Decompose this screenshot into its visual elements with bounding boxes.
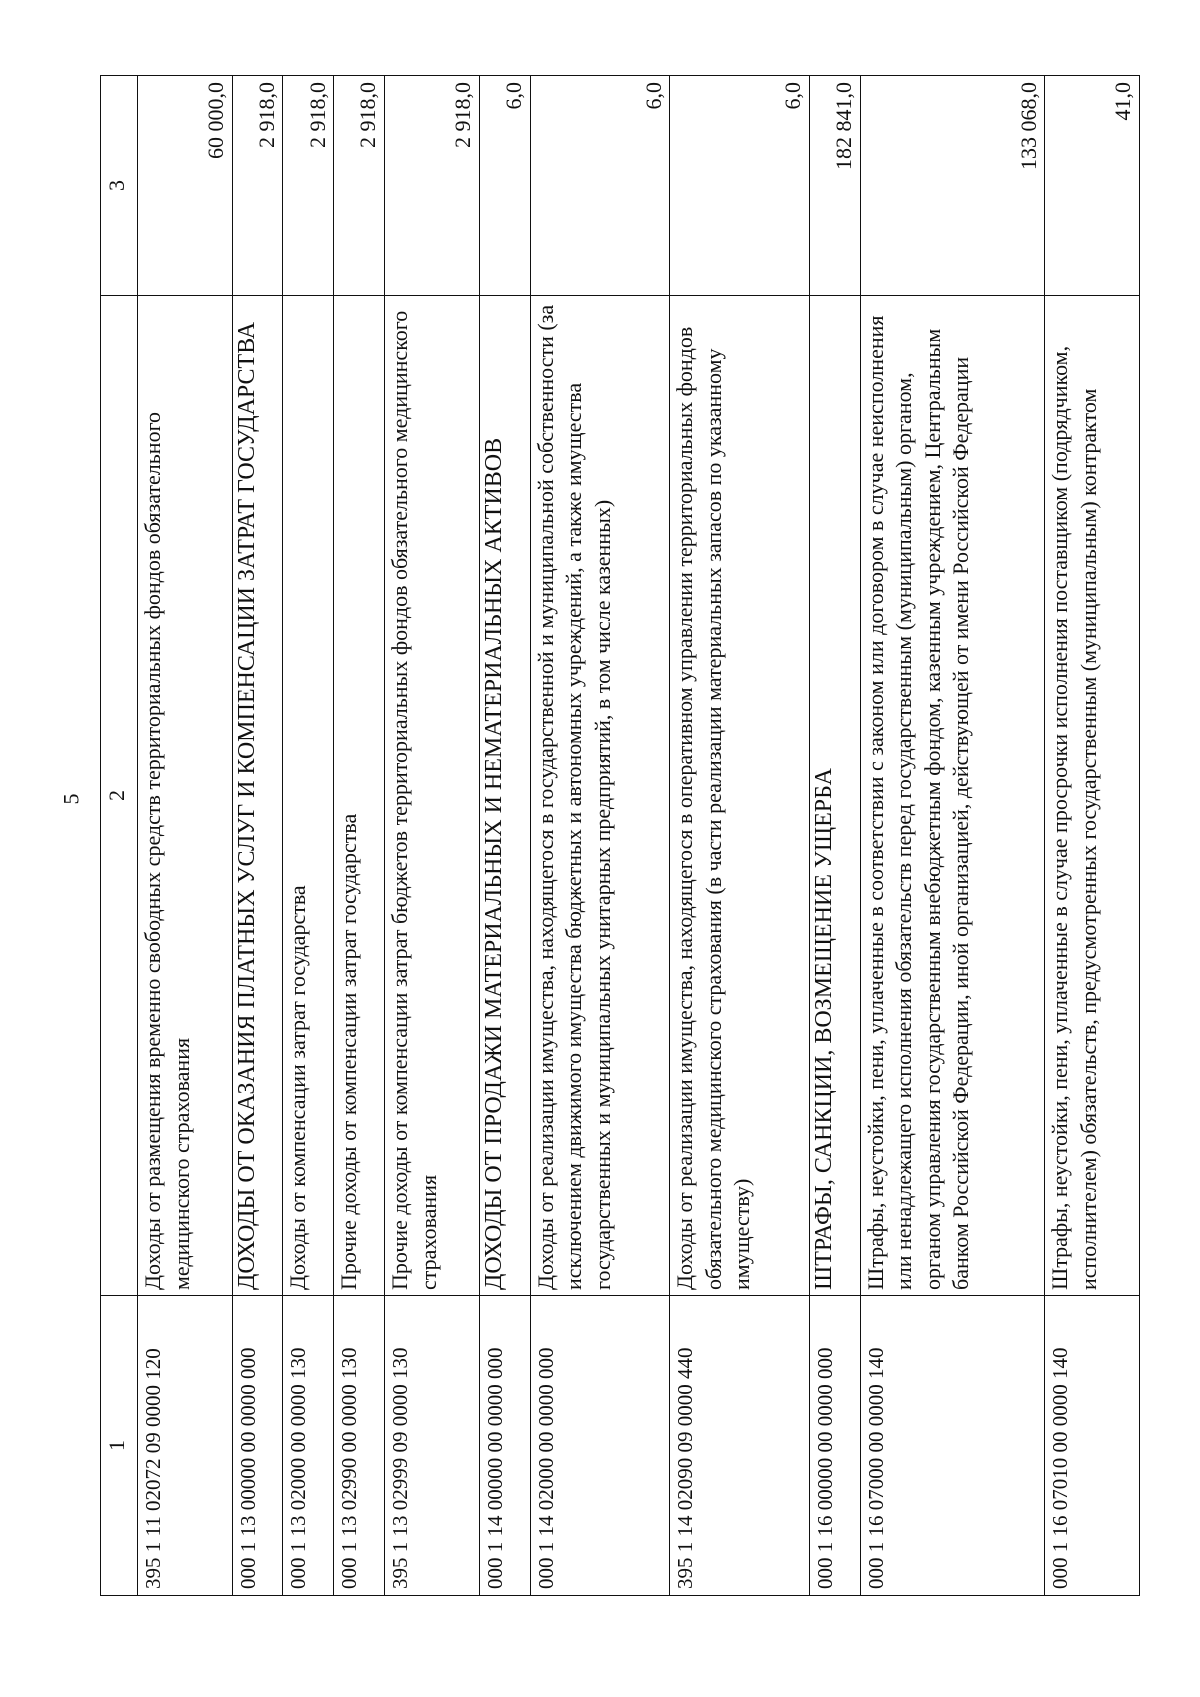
cell-revenue-name: ДОХОДЫ ОТ ПРОДАЖИ МАТЕРИАЛЬНЫХ И НЕМАТЕРИАЛЬНЫХ АКТИВОВ — [479, 296, 530, 1296]
cell-budget-code: 000 1 14 02000 00 0000 000 — [530, 1296, 670, 1596]
cell-budget-code: 000 1 16 07010 00 0000 140 — [1045, 1296, 1140, 1596]
table-row — [138, 76, 233, 1596]
cell-amount: 2 918,0 — [283, 76, 334, 296]
page-number: 5 — [58, 793, 84, 805]
cell-budget-code: 395 1 13 02999 09 0000 130 — [385, 1296, 480, 1596]
table-row — [530, 76, 670, 1596]
cell-budget-code: 000 1 13 02000 00 0000 130 — [283, 1296, 334, 1596]
cell-budget-code: 000 1 13 00000 00 0000 000 — [232, 1296, 283, 1596]
cell-amount: 2 918,0 — [385, 76, 480, 296]
column-header-name: 2 — [101, 296, 138, 1296]
cell-budget-code: 395 1 14 02090 09 0000 440 — [670, 1296, 810, 1596]
cell-budget-code: 000 1 16 07000 00 0000 140 — [860, 1296, 1045, 1596]
cell-revenue-name: Доходы от компенсации затрат государства — [283, 296, 334, 1296]
cell-revenue-name: Прочие доходы от компенсации затрат государства — [334, 296, 385, 1296]
cell-amount: 60 000,0 — [138, 76, 233, 296]
cell-revenue-name: ДОХОДЫ ОТ ОКАЗАНИЯ ПЛАТНЫХ УСЛУГ И КОМПЕНСАЦИИ ЗАТРАТ ГОСУДАРСТВА — [232, 296, 283, 1296]
revenue-table — [100, 75, 1140, 1596]
cell-revenue-name: Доходы от размещения временно свободных средств территориальных фондов обязательного медицинского страхования — [138, 296, 233, 1296]
cell-amount: 6,0 — [530, 76, 670, 296]
cell-amount: 133 068,0 — [860, 76, 1045, 296]
cell-amount: 41,0 — [1045, 76, 1140, 296]
cell-revenue-name: Штрафы, неустойки, пени, уплаченные в случае просрочки исполнения поставщиком (подрядчиком, исполнителем) обязательств, предусмотренных государственным (муниципальным) контрактом — [1045, 296, 1140, 1296]
table-row — [232, 76, 283, 1596]
table-row — [334, 76, 385, 1596]
cell-budget-code: 395 1 11 02072 09 0000 120 — [138, 1296, 233, 1596]
column-header-code: 1 — [101, 1296, 138, 1596]
table-row — [479, 76, 530, 1596]
cell-amount: 182 841,0 — [809, 76, 860, 296]
cell-amount: 2 918,0 — [232, 76, 283, 296]
cell-revenue-name: Доходы от реализации имущества, находящегося в государственной и муниципальной собственности (за исключением движимого имущества бюджетных и автономных учреждений, а также имущества государственных и муниципальных унитарных предприятий, в том числе казенных) — [530, 296, 670, 1296]
table-row — [809, 76, 860, 1596]
table-row — [860, 76, 1045, 1596]
cell-budget-code: 000 1 13 02990 00 0000 130 — [334, 1296, 385, 1596]
rotated-page-content — [100, 76, 1140, 1596]
cell-revenue-name: ШТРАФЫ, САНКЦИИ, ВОЗМЕЩЕНИЕ УЩЕРБА — [809, 296, 860, 1296]
cell-amount: 6,0 — [479, 76, 530, 296]
header-row — [101, 76, 138, 1596]
cell-budget-code: 000 1 16 00000 00 0000 000 — [809, 1296, 860, 1596]
cell-revenue-name: Штрафы, неустойки, пени, уплаченные в соответствии с законом или договором в случае неисполнения или ненадлежащего исполнения обязательств перед государственным (муниципальным) органом, органом управления государственным внебюджетным фондом, казенным учреждением, Центральным банком Российской Федерации, иной организацией, действующей от имени Российской Федерации — [860, 296, 1045, 1296]
cell-amount: 6,0 — [670, 76, 810, 296]
table-row — [1045, 76, 1140, 1596]
table-row — [670, 76, 810, 1596]
table-body — [138, 76, 1140, 1596]
cell-amount: 2 918,0 — [334, 76, 385, 296]
cell-revenue-name: Прочие доходы от компенсации затрат бюджетов территориальных фондов обязательного медицинского страхования — [385, 296, 480, 1296]
cell-budget-code: 000 1 14 00000 00 0000 000 — [479, 1296, 530, 1596]
column-header-amount: 3 — [101, 76, 138, 296]
table-row — [385, 76, 480, 1596]
cell-revenue-name: Доходы от реализации имущества, находящегося в оперативном управлении территориальных фондов обязательного медицинского страхования (в части реализации материальных запасов по указанному имуществу) — [670, 296, 810, 1296]
table-row — [283, 76, 334, 1596]
